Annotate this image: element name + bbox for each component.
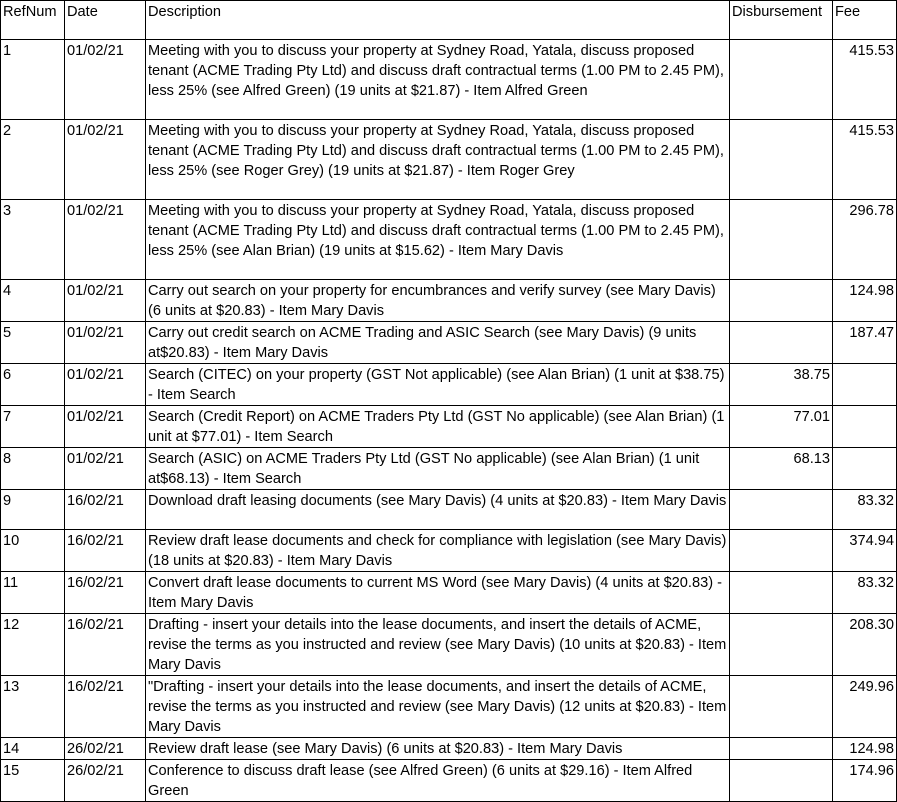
description-cell: Review draft lease (see Mary Davis) (6 units at $20.83) - Item Mary Davis: [146, 738, 730, 760]
fee-cell: 124.98: [833, 738, 897, 760]
fee-cell: 187.47: [833, 322, 897, 364]
header-fee: Fee: [833, 1, 897, 40]
disbursement-cell: 77.01: [730, 406, 833, 448]
fee-cell: 415.53: [833, 40, 897, 120]
description-cell: Search (ASIC) on ACME Traders Pty Ltd (GST No applicable) (see Alan Brian) (1 unit at$68.13) - Item Search: [146, 448, 730, 490]
ref-cell: 5: [1, 322, 65, 364]
header-date: Date: [65, 1, 146, 40]
table-row: [1, 490, 897, 530]
table-row: [1, 530, 897, 572]
ref-cell: 6: [1, 364, 65, 406]
description-cell: Search (CITEC) on your property (GST Not applicable) (see Alan Brian) (1 unit at $38.75) - Item Search: [146, 364, 730, 406]
fee-cell: 83.32: [833, 490, 897, 530]
disbursement-cell: [730, 200, 833, 280]
header-refnum: RefNum: [1, 1, 65, 40]
ref-cell: 2: [1, 120, 65, 200]
table-row: [1, 676, 897, 738]
table-row: [1, 200, 897, 280]
description-cell: Meeting with you to discuss your property at Sydney Road, Yatala, discuss proposed tenant (ACME Trading Pty Ltd) and discuss draft contractual terms (1.00 PM to 2.45 PM), less 25% (see Alan Brian) (19 units at $15.62) - Item Mary Davis: [146, 200, 730, 280]
fee-cell: 415.53: [833, 120, 897, 200]
ref-cell: 12: [1, 614, 65, 676]
table-row: [1, 40, 897, 120]
ref-cell: 9: [1, 490, 65, 530]
disbursement-cell: [730, 120, 833, 200]
disbursement-cell: [730, 490, 833, 530]
date-cell: 01/02/21: [65, 448, 146, 490]
date-cell: 16/02/21: [65, 614, 146, 676]
fee-cell: 374.94: [833, 530, 897, 572]
description-cell: Search (Credit Report) on ACME Traders Pty Ltd (GST No applicable) (see Alan Brian) (1 unit at $77.01) - Item Search: [146, 406, 730, 448]
date-cell: 01/02/21: [65, 322, 146, 364]
table-row: [1, 280, 897, 322]
ref-cell: 13: [1, 676, 65, 738]
table-body: [1, 40, 897, 802]
description-cell: Carry out search on your property for encumbrances and verify survey (see Mary Davis) (6 units at $20.83) - Item Mary Davis: [146, 280, 730, 322]
ref-cell: 14: [1, 738, 65, 760]
ref-cell: 8: [1, 448, 65, 490]
date-cell: 01/02/21: [65, 200, 146, 280]
date-cell: 01/02/21: [65, 280, 146, 322]
disbursement-cell: [730, 738, 833, 760]
header-disbursement: Disbursement: [730, 1, 833, 40]
date-cell: 16/02/21: [65, 530, 146, 572]
disbursement-cell: [730, 676, 833, 738]
table-row: [1, 406, 897, 448]
table-row: [1, 614, 897, 676]
description-cell: Meeting with you to discuss your property at Sydney Road, Yatala, discuss proposed tenant (ACME Trading Pty Ltd) and discuss draft contractual terms (1.00 PM to 2.45 PM), less 25% (see Roger Grey) (19 units at $21.87) - Item Roger Grey: [146, 120, 730, 200]
disbursement-cell: [730, 40, 833, 120]
ref-cell: 15: [1, 760, 65, 802]
date-cell: 01/02/21: [65, 406, 146, 448]
date-cell: 01/02/21: [65, 120, 146, 200]
ref-cell: 4: [1, 280, 65, 322]
table-row: [1, 364, 897, 406]
description-cell: Conference to discuss draft lease (see Alfred Green) (6 units at $29.16) - Item Alfred Green: [146, 760, 730, 802]
fee-cell: 174.96: [833, 760, 897, 802]
fee-cell: [833, 406, 897, 448]
fee-cell: 124.98: [833, 280, 897, 322]
disbursement-cell: [730, 614, 833, 676]
table-row: [1, 322, 897, 364]
date-cell: 16/02/21: [65, 676, 146, 738]
ref-cell: 3: [1, 200, 65, 280]
date-cell: 26/02/21: [65, 760, 146, 802]
disbursement-cell: [730, 572, 833, 614]
description-cell: Meeting with you to discuss your property at Sydney Road, Yatala, discuss proposed tenant (ACME Trading Pty Ltd) and discuss draft contractual terms (1.00 PM to 2.45 PM), less 25% (see Alfred Green) (19 units at $21.87) - Item Alfred Green: [146, 40, 730, 120]
table-row: [1, 448, 897, 490]
disbursement-cell: [730, 280, 833, 322]
disbursement-cell: [730, 322, 833, 364]
disbursement-cell: 38.75: [730, 364, 833, 406]
fee-cell: 83.32: [833, 572, 897, 614]
description-cell: Carry out credit search on ACME Trading and ASIC Search (see Mary Davis) (9 units at$20.83) - Item Mary Davis: [146, 322, 730, 364]
ref-cell: 10: [1, 530, 65, 572]
description-cell: "Drafting - insert your details into the lease documents, and insert the details of ACME, revise the terms as you instructed and review (see Mary Davis) (12 units at $20.83) - Item Mary Davis: [146, 676, 730, 738]
date-cell: 01/02/21: [65, 40, 146, 120]
fee-cell: [833, 364, 897, 406]
table-row: [1, 572, 897, 614]
date-cell: 16/02/21: [65, 572, 146, 614]
ref-cell: 1: [1, 40, 65, 120]
fee-cell: 249.96: [833, 676, 897, 738]
description-cell: Review draft lease documents and check for compliance with legislation (see Mary Davis) (18 units at $20.83) - Item Mary Davis: [146, 530, 730, 572]
date-cell: 16/02/21: [65, 490, 146, 530]
fee-cell: [833, 448, 897, 490]
disbursement-cell: [730, 530, 833, 572]
disbursement-cell: 68.13: [730, 448, 833, 490]
description-cell: Convert draft lease documents to current MS Word (see Mary Davis) (4 units at $20.83) - Item Mary Davis: [146, 572, 730, 614]
description-cell: Download draft leasing documents (see Mary Davis) (4 units at $20.83) - Item Mary Davis: [146, 490, 730, 530]
fee-cell: 296.78: [833, 200, 897, 280]
ref-cell: 7: [1, 406, 65, 448]
header-row: [1, 1, 897, 40]
ref-cell: 11: [1, 572, 65, 614]
date-cell: 01/02/21: [65, 364, 146, 406]
table-row: [1, 120, 897, 200]
date-cell: 26/02/21: [65, 738, 146, 760]
description-cell: Drafting - insert your details into the lease documents, and insert the details of ACME, revise the terms as you instructed and review (see Mary Davis) (10 units at $20.83) - Item Mary Davis: [146, 614, 730, 676]
fee-cell: 208.30: [833, 614, 897, 676]
table-row: [1, 738, 897, 760]
header-description: Description: [146, 1, 730, 40]
